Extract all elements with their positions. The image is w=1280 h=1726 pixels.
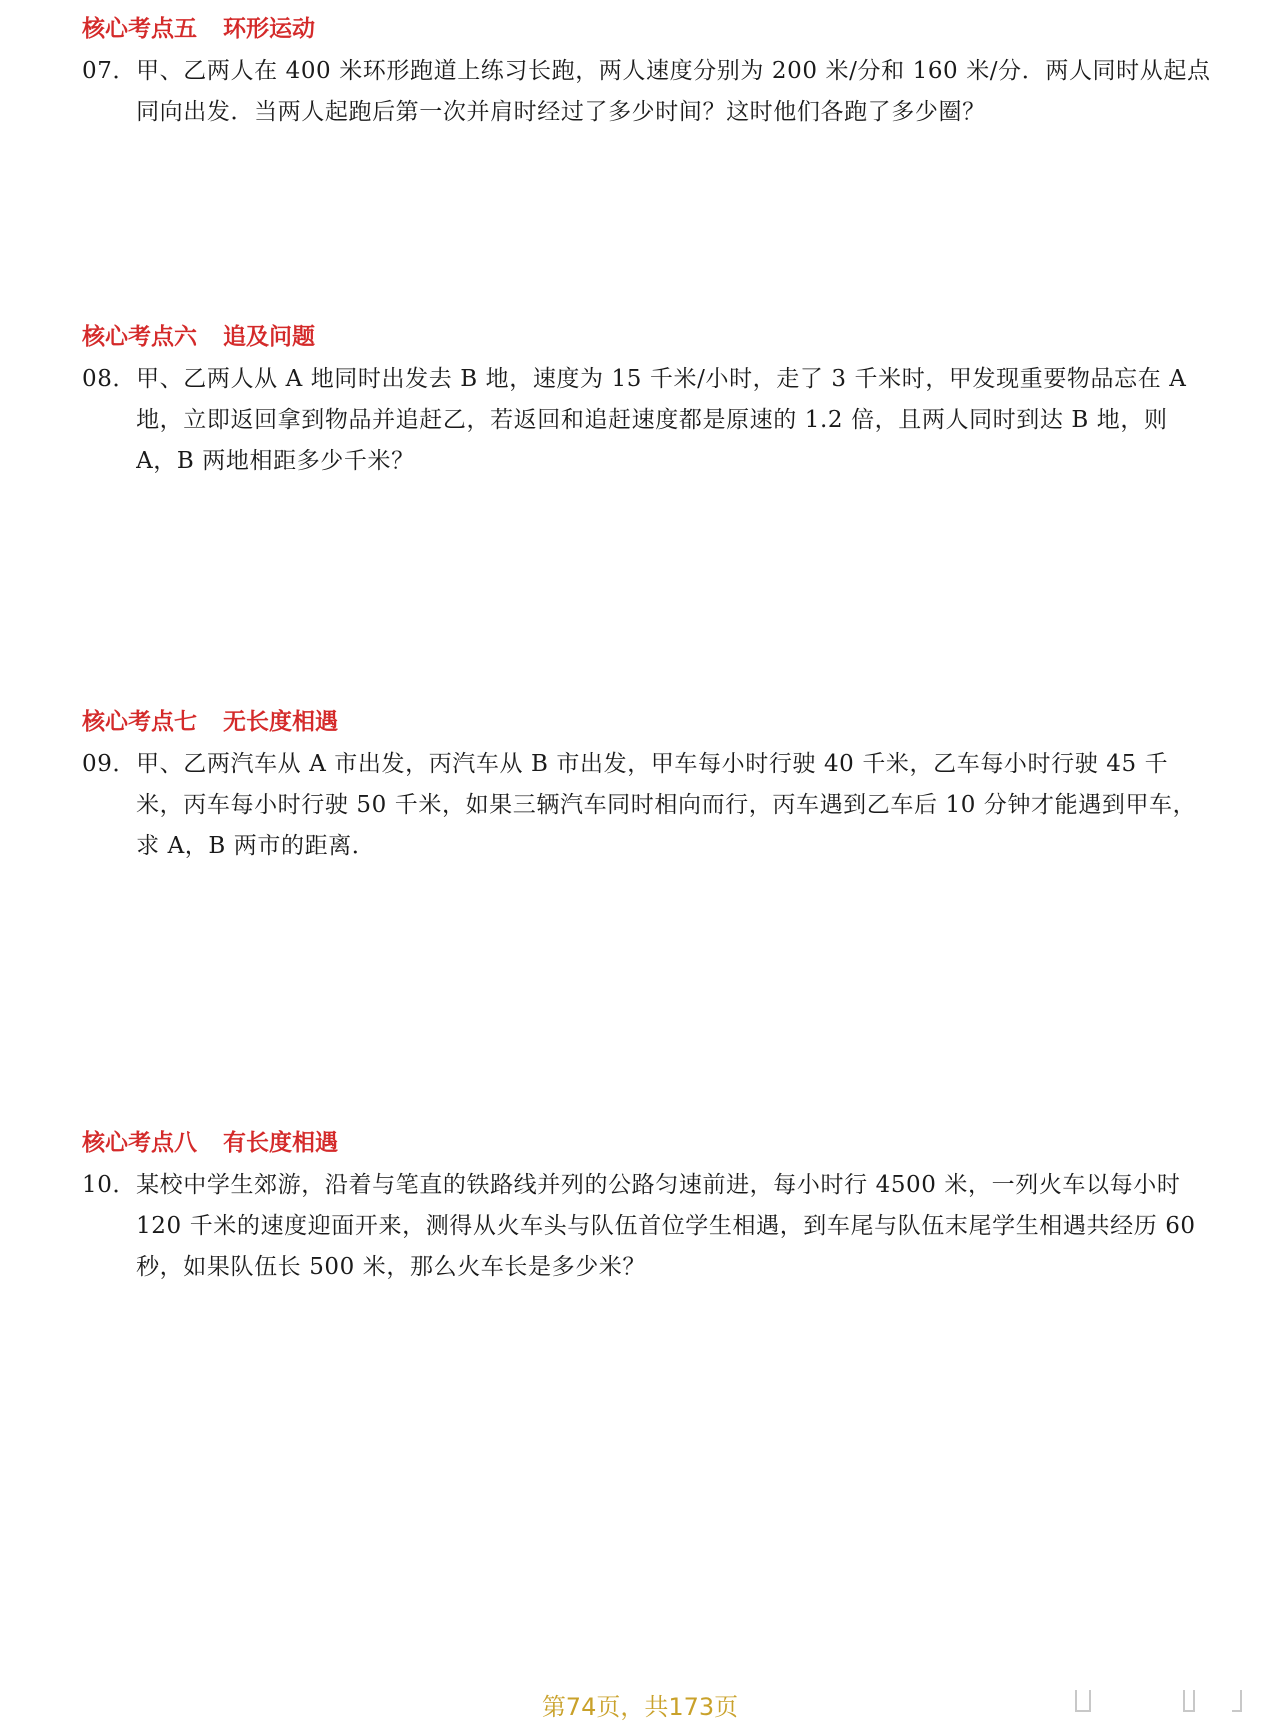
kaodian-label: 核心考点五 <box>82 16 197 42</box>
section-heading <box>82 707 1212 737</box>
scan-mark-decoration <box>1075 1690 1091 1712</box>
problem-text: 某校中学生郊游，沿着与笔直的铁路线并列的公路匀速前进，每小时行 4500 米，一列火车以每小时 120 千米的速度迎面开来，测得从火车头与队伍首位学生相遇，到车尾与队伍末尾学生相遇共经历 60 秒，如果队伍长 500 米，那么火车长是多少米？ <box>136 1172 1196 1280</box>
kaodian-label: 核心考点七 <box>82 709 197 735</box>
topic-label: 有长度相遇 <box>223 1130 338 1156</box>
section-heading <box>82 1128 1212 1158</box>
section-kaodian-8 <box>82 1128 1212 1288</box>
section-heading <box>82 322 1212 352</box>
topic-label: 无长度相遇 <box>223 709 338 735</box>
problem-07 <box>82 51 1212 133</box>
problem-10 <box>82 1165 1212 1288</box>
scan-mark-decoration <box>1232 1690 1242 1712</box>
problem-text: 甲、乙两汽车从 A 市出发，丙汽车从 B 市出发，甲车每小时行驶 40 千米，乙车每小时行驶 45 千米，丙车每小时行驶 50 千米，如果三辆汽车同时相向而行，丙车遇到乙车后 10 分钟才能遇到甲车，求 A，B 两市的距离． <box>136 751 1197 859</box>
section-kaodian-6 <box>82 322 1212 482</box>
section-heading <box>82 14 1212 44</box>
problem-number: 08． <box>82 366 137 392</box>
problem-number: 09． <box>82 751 137 777</box>
section-kaodian-7 <box>82 707 1212 867</box>
section-kaodian-5 <box>82 14 1212 133</box>
problem-text: 甲、乙两人在 400 米环形跑道上练习长跑，两人速度分别为 200 米/分和 160 米/分．两人同时从起点同向出发．当两人起跑后第一次并肩时经过了多少时间？这时他们各跑了多少圈？ <box>136 58 1211 125</box>
problem-number: 10． <box>82 1172 137 1198</box>
topic-label: 环形运动 <box>223 16 315 42</box>
kaodian-label: 核心考点六 <box>82 324 197 350</box>
topic-label: 追及问题 <box>223 324 315 350</box>
problem-08 <box>82 359 1212 482</box>
scan-mark-decoration <box>1183 1690 1195 1712</box>
problem-09 <box>82 744 1212 867</box>
kaodian-label: 核心考点八 <box>82 1130 197 1156</box>
problem-number: 07． <box>82 58 137 84</box>
page-number-label: 第74页，共173页 <box>541 1693 739 1721</box>
problem-text: 甲、乙两人从 A 地同时出发去 B 地，速度为 15 千米/小时，走了 3 千米时，甲发现重要物品忘在 A 地，立即返回拿到物品并追赶乙，若返回和追赶速度都是原速的 1.2 倍，且两人同时到达 B 地，则 A，B 两地相距多少千米？ <box>136 366 1187 474</box>
